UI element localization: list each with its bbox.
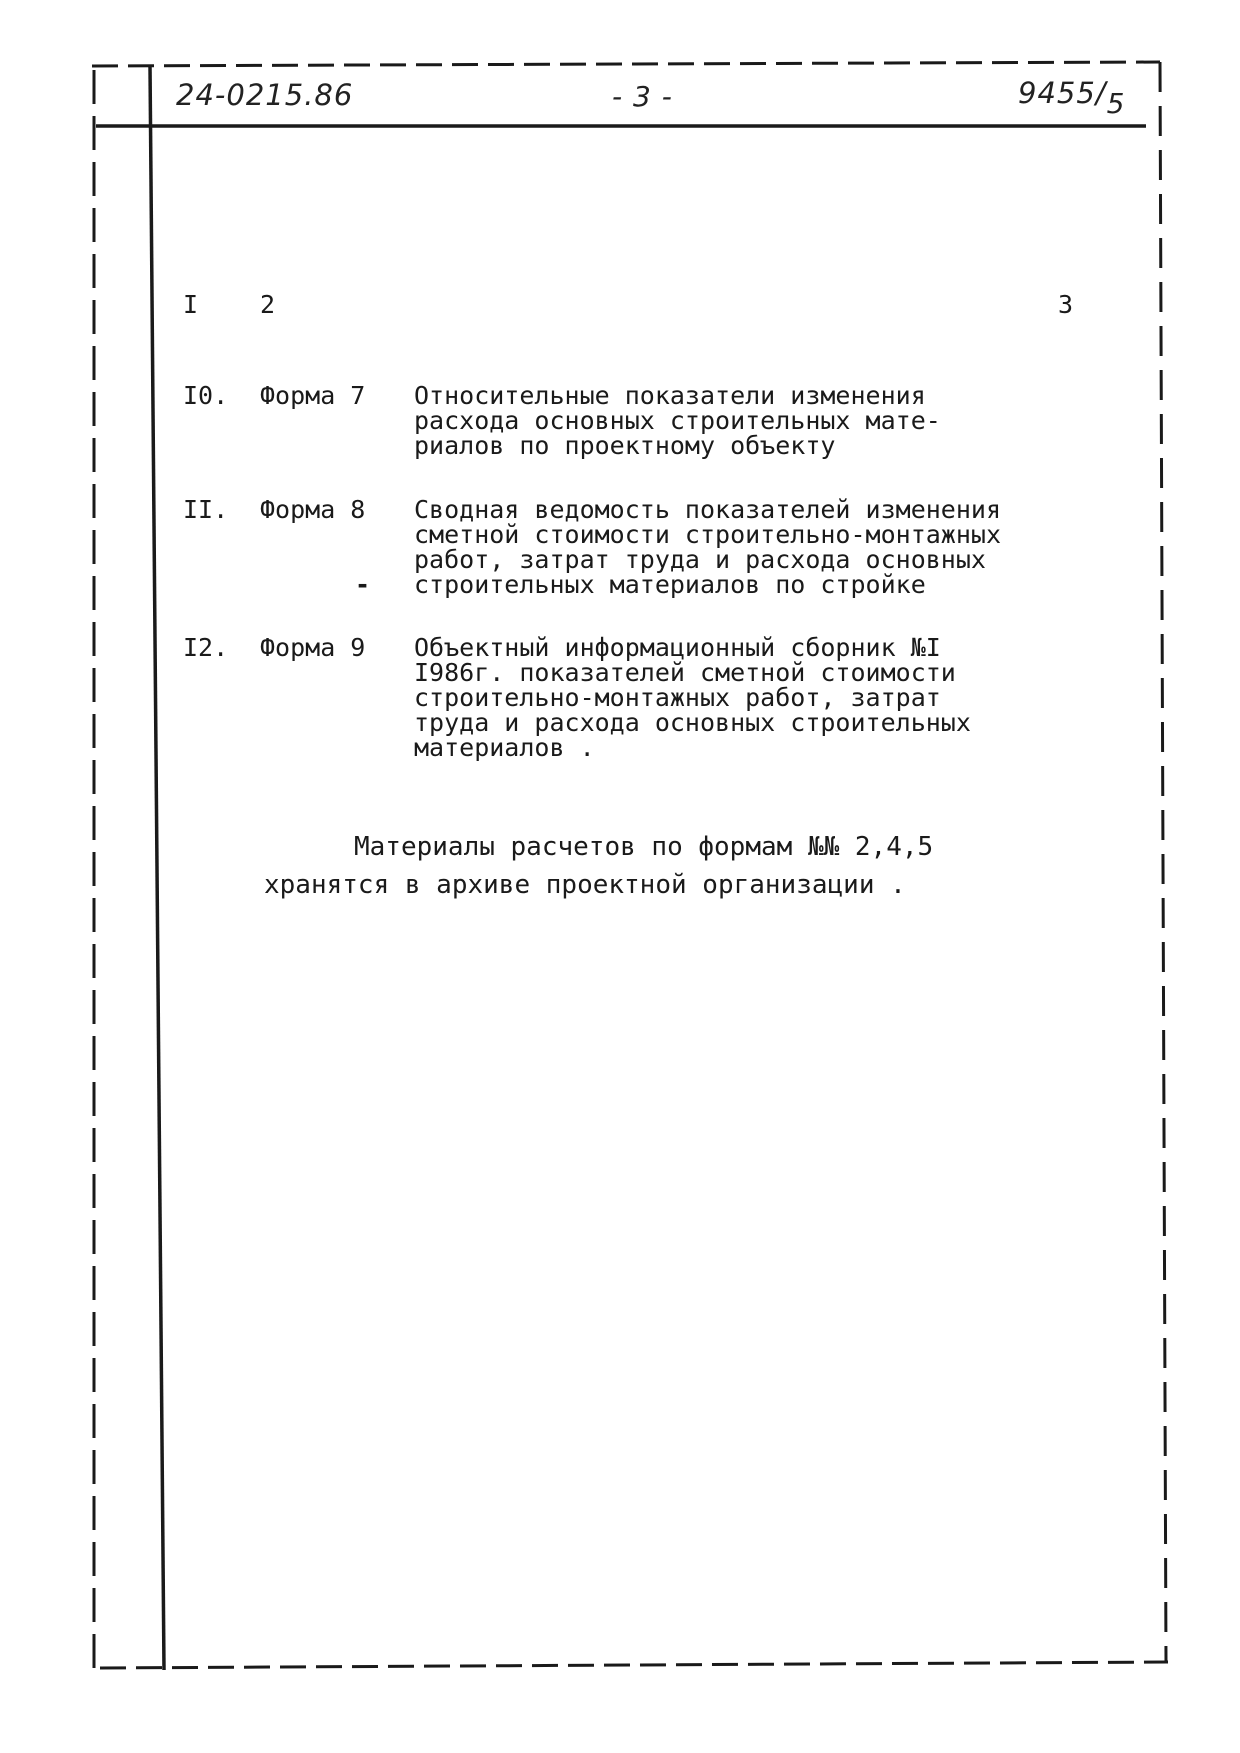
- description-line: Сводная ведомость показателей изменения: [414, 495, 1001, 524]
- item-number: I0.: [183, 381, 229, 410]
- description-line: Объектный информационный сборник №I: [414, 633, 941, 662]
- description-line: I986г. показателей сметной стоимости: [414, 658, 956, 687]
- description-line: работ, затрат труда и расхода основных: [414, 545, 986, 574]
- item-dash: -: [355, 570, 371, 599]
- description-line: расхода основных строительных мате-: [414, 406, 941, 435]
- archive-number: [1018, 76, 1125, 120]
- column-header-3: 3: [1058, 290, 1074, 319]
- item-form: Форма 8: [260, 495, 366, 524]
- column-header-2: 2: [260, 290, 276, 319]
- item-number: II.: [183, 495, 229, 524]
- archive-note-line-2: хранятся в архиве проектной организации .: [264, 870, 906, 900]
- description-line: риалов по проектному объекту: [414, 431, 836, 460]
- archive-note-line-1: Материалы расчетов по формам №№ 2,4,5: [354, 832, 934, 862]
- archive-number-main: 9455/: [1018, 76, 1107, 110]
- description-line: строительных материалов по стройке: [414, 570, 926, 599]
- column-header-1: I: [183, 290, 199, 319]
- page-number: - 3 -: [612, 80, 673, 113]
- description-line: Относительные показатели изменения: [414, 381, 926, 410]
- item-form: Форма 9: [260, 633, 366, 662]
- description-line: сметной стоимости строительно-монтажных: [414, 520, 1001, 549]
- item-description: [414, 383, 941, 458]
- document-code: 24-0215.86: [176, 78, 354, 112]
- item-description: [414, 635, 971, 760]
- description-line: материалов .: [414, 733, 595, 762]
- item-description: [414, 497, 1001, 597]
- archive-number-sub: 5: [1106, 87, 1126, 120]
- item-number: I2.: [183, 633, 229, 662]
- item-form: Форма 7: [260, 381, 366, 410]
- description-line: труда и расхода основных строительных: [414, 708, 971, 737]
- description-line: строительно-монтажных работ, затрат: [414, 683, 941, 712]
